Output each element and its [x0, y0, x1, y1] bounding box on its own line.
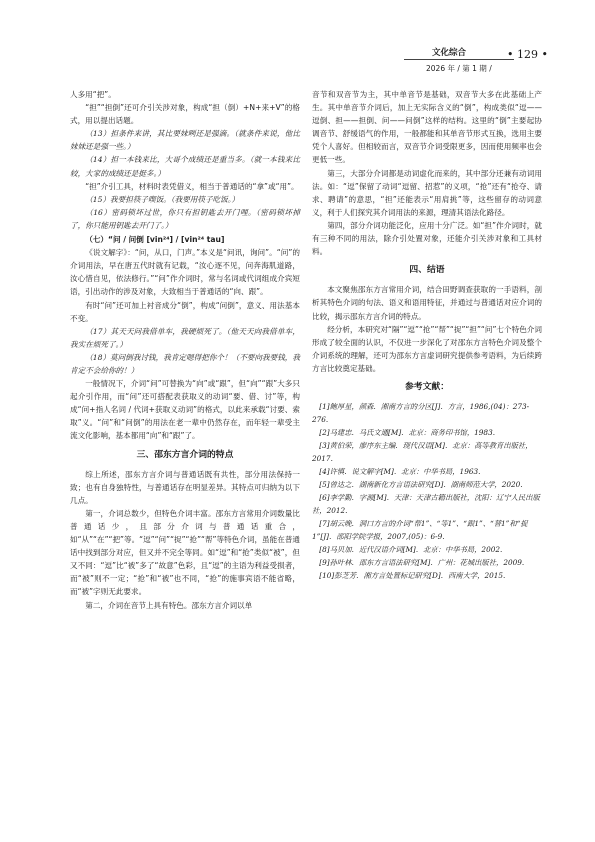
body-paragraph: 本文聚焦邵东方言常用介词，结合田野调查获取的一手语料，剖析其特色介词的句法、语义和语用特征，并通过与普通话对应介词的比较，揭示邵东方言介词的特点。 — [312, 285, 542, 321]
body-paragraph: “担”“担倒”还可介引关涉对象，构成“担（倒）+N+来+V”的格式，用以提出话题。 — [70, 103, 300, 126]
example-sentence: （13）担条件来讲，其比要妹咧还是强滴。（就条件来说，他比妹妹还是强一些。） — [70, 129, 300, 152]
page-number: • 129 • — [507, 48, 548, 61]
example-sentence: （15）我要担筷子喫饭。（我要用筷子吃饭。） — [85, 194, 240, 204]
reference-item: [5]曾达之．湖南新化方言语法研究[D]．湖南师范大学，2020. — [319, 480, 523, 490]
reference-item: [2]马建忠．马氏文通[M]．北京：商务印书馆，1983. — [319, 428, 496, 438]
page-header — [0, 0, 595, 73]
body-paragraph: 人多用“把”。 — [70, 90, 116, 99]
body-paragraph: 综上所述，邵东方言介词与普通话既有共性，部分用法保持一致；也有自身独特性，与普通话存在明显差异。其特点可归纳为以下几点。 — [70, 469, 300, 505]
right-column — [312, 88, 542, 828]
body-paragraph: 第一，介词总数少，但特色介词丰富。邵东方言常用介词数量比普通话少，且部分介词与普通话重合，如“从”“在”“把”等。“逗”“问”“捉”“抢”“帮”等特色介词，虽能在普通话中找到部分对应，但又并不完全等同。如“逗”和“抢”类似“被”，但又不同：“逗”比“被”多了“故意”色彩，且“逗”的主语为利益受损者，而“被”则不一定；“抢”和“被”也不同，“抢”的施事宾语不能省略，而“被”字则无此要求。 — [70, 508, 301, 597]
body-paragraph: 经分析，本研究对“隔”“逗”“抢”“帮”“捉”“担”“问”七个特色介词形成了较全面的认识，不仅进一步深化了对邵东方言特色介词及整个介词系统的理解，还可为邵东方言虚词研究提供参考语料，为后续跨方言比较奠定基础。 — [312, 324, 542, 373]
example-sentence: （17）其天天问我借单车，我硬烦死了。（他天天向我借单车，我实在烦死了。） — [70, 326, 300, 349]
example-sentence: （18）莫问倒我讨钱，我肯定嗯得把你个！（不要向我要钱，我肯定不会给你的！） — [70, 352, 300, 375]
reference-list — [312, 400, 542, 582]
reference-item: [7]胡云晚．洞口方言的介词“帮1”、“等1”、“跟1”、“替1”和“捉1”[J]．邵阳学院学报，2007,(05)：6-9. — [312, 519, 528, 542]
body-paragraph: 《说文解字》：“问，从口，门声。”本义是“问讯，询问”。“问”的介词用法，早在唐五代时就有记载，“汝心逐不见，问奔海肌道路，汝心惜自见，依法修行。”“问”作介词时，常与名词或代词组成介宾短语，引出动作的涉及对象，大致相当于普通话的“向、跟”。 — [70, 248, 300, 297]
section-heading: 三、邵东方言介词的特点 — [136, 449, 234, 460]
reference-item: [8]马贝加．近代汉语介词[M]．北京：中华书局，2002. — [319, 545, 503, 555]
body-paragraph: 第四，部分介词功能泛化，应用十分广泛。如“担”作介词时，就有三种不同的用法，除介引处置对象，还能介引关涉对象和工具材料。 — [312, 220, 542, 257]
left-column — [70, 88, 300, 828]
body-paragraph: 有时“问”还可加上衬音成分“倒”，构成“问倒”，意义、用法基本不变。 — [70, 300, 300, 323]
reference-item: [6]李学勤．字源[M]．天津：天津古籍出版社，沈阳：辽宁人民出版社，2012. — [312, 493, 540, 516]
subsection-heading: （七）“问 / 问倒 [vin²⁴] / [vin²⁴ tau] — [85, 235, 225, 245]
reference-item: [4]许慎．说文解字[M]．北京：中华书局，1963. — [319, 467, 481, 477]
issue-label: 2026 年 / 第 1 期 / — [426, 64, 492, 73]
references-heading: 参考文献： — [405, 381, 449, 392]
reference-item: [10]彭芝芳．湘方言处置标记研究[D]．西南大学，2015. — [319, 571, 506, 581]
reference-item: [1]鲍厚星，颜森．湘南方言的分区[J]．方言，1986,(04)：273-276. — [312, 402, 530, 425]
header-rule — [404, 59, 514, 60]
example-sentence: （14）担一本钱来比，大哥个成绩还是重当多。（就一本钱来比较，大家的成绩还是挺多。） — [70, 155, 300, 178]
reference-item: [9]孙叶林．邵东方言语法研究[M]．广州：花城出版社，2009. — [319, 558, 525, 568]
example-sentence: （16）密码锁坏过世，你只有担钥匙去开门哩。（密码锁坏掉了，你只能用钥匙去开门了。） — [70, 207, 300, 230]
reference-item: [3]黄伯荣，廖序东主编．现代汉语[M]．北京：高等教育出版社，2017. — [312, 441, 533, 464]
body-paragraph: 一般情况下，介词“问”可替换为“向”或“跟”，但“向”“跟”大多只起介引作用，而“问”还可搭配表获取义的动词“要、借、讨”等，构成“问+指人名词 / 代词+获取义动词”的格式，以此来承载“讨要、索取”义。“问”和“问倒”的用法在老一辈中仍然存在，而年轻一辈受主流文化影响，基本都用“向”和“跟”了。 — [70, 379, 300, 441]
body-paragraph: 第二，介词在音节上具有特色。邵东方言介词以单 — [85, 600, 253, 610]
body-paragraph: 音节和双音节为主，其中单音节是基础，双音节大多在此基础上产生。其中单音节介词后，加上无实际含义的“倒”，构成类似“逗——逗倒、担——担倒、问——问倒”这样的结构。这里的“倒”主要起协调音节、舒缓语气的作用，一般都能和其单音节形式互换，选用主要凭个人喜好。但相较而言，双音节介词受限更多，因而使用频率也会更低一些。 — [312, 90, 542, 165]
section-heading: 四、结语 — [409, 265, 445, 276]
body-paragraph: 第三，大部分介词都是动词虚化而来的，其中部分还兼有动词用法。如：“逗”保留了动词“逗留、招惹”的义项，“抢”还有“抢夺、请求、聘请”的意思，“担”还能表示“用肩挑”等，这些留存的动词意义，利于人们探究其介词用法的来源，理清其语法化路径。 — [312, 168, 542, 217]
journal-section-title: 文化综合 — [432, 48, 467, 58]
body-paragraph: “担”介引工具，材料时表凭借义，相当于普通话的“拿”或“用”。 — [85, 181, 299, 191]
